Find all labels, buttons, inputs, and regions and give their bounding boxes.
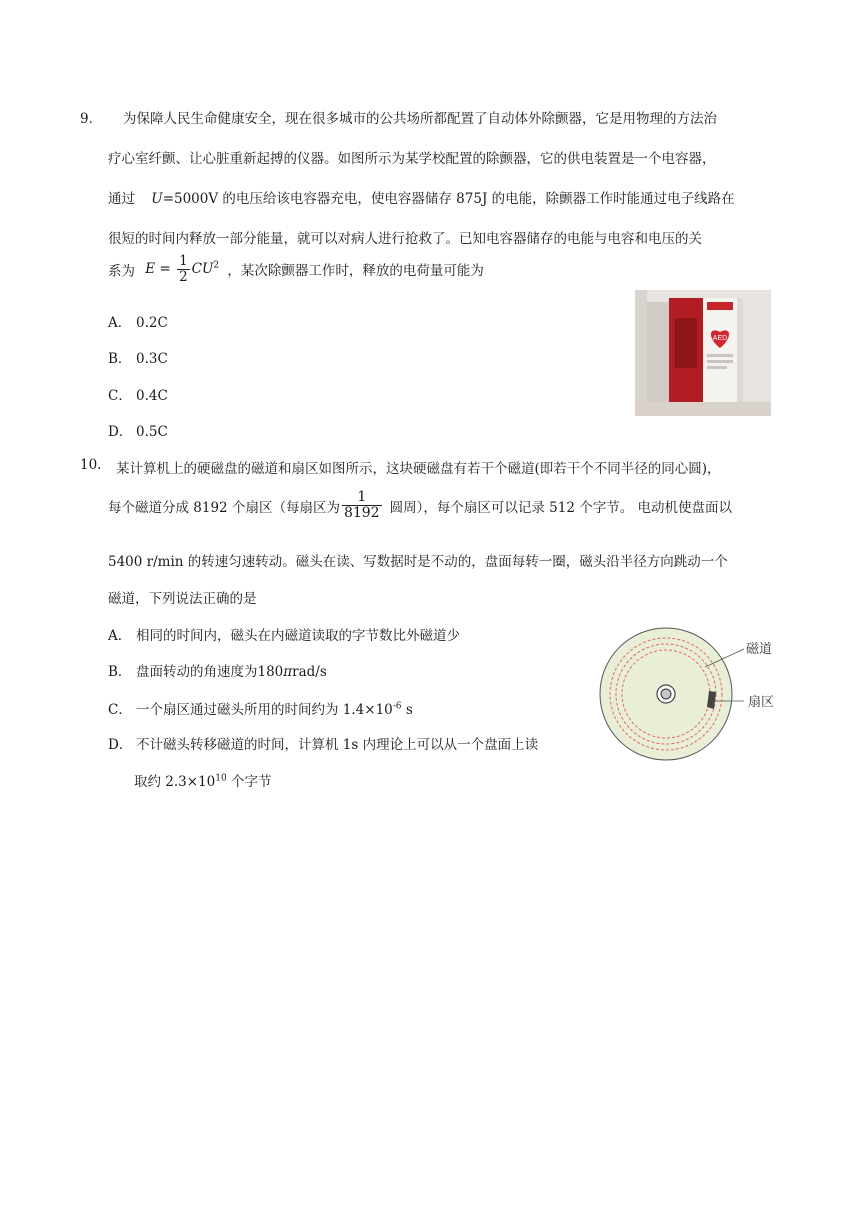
q9-voltage-symbol: U	[151, 191, 163, 207]
q10-option-b[interactable]	[108, 660, 327, 680]
q9-option-c-text: 0.4C	[136, 388, 168, 404]
q10-option-c-exponent: -6	[392, 701, 402, 712]
q9-option-a-letter: A．	[108, 315, 132, 331]
formula-half-fraction	[177, 254, 190, 285]
q10-option-b-letter: B．	[108, 664, 132, 680]
q9-line3-rest: =5000V 的电压给该电容器充电，使电容器储存 875J 的电能，除颤器工作时能通过电子线路在	[162, 191, 735, 207]
formula-energy-symbol: E	[145, 260, 156, 277]
q10-line2-prefix: 每个磁道分成 8192 个扇区（每扇区为	[108, 499, 340, 516]
hard-disk-figure	[598, 625, 798, 765]
q9-option-d-text: 0.5C	[136, 424, 168, 440]
q9-line2: 疗心室纤颤、让心脏重新起搏的仪器。如图所示为某学校配置的除颤器，它的供电装置是一个电容器，	[108, 151, 716, 167]
q9-option-c[interactable]	[108, 384, 168, 404]
q10-line2	[108, 490, 732, 522]
q9-line5-prefix: 系为	[108, 263, 135, 280]
q10-option-d-cont-unit: 个字节	[226, 774, 272, 790]
q9-option-c-letter: C．	[108, 388, 132, 404]
sector-fraction	[342, 490, 382, 522]
formula-numerator: 1	[179, 253, 188, 269]
q10-option-a-letter: A．	[108, 628, 132, 644]
q9-line5-rest: ，某次除颤器工作时，释放的电荷量可能为	[227, 263, 484, 280]
q10-option-d-continued	[134, 770, 272, 790]
q9-line5	[108, 254, 484, 285]
q10-option-d-letter: D．	[108, 737, 133, 753]
q10-line1: 某计算机上的硬磁盘的磁道和扇区如图所示，这块硬磁盘有若干个磁道(即若干个不同半径的同心圆)，	[116, 461, 721, 477]
q10-number: 10.	[80, 457, 102, 473]
q9-option-a-text: 0.2C	[136, 315, 168, 331]
q9-number: 9．	[80, 111, 103, 127]
aed-cabinet-illustration	[635, 290, 771, 416]
q9-option-b-text: 0.3C	[136, 351, 168, 367]
q10-option-b-pi: π	[283, 664, 293, 680]
q10-option-a-text: 相同的时间内，磁头在内磁道读取的字节数比外磁道少	[136, 628, 460, 644]
q10-option-a[interactable]	[108, 624, 460, 644]
formula-equals: =	[155, 260, 176, 277]
sector-fraction-numerator: 1	[342, 490, 382, 506]
q9-option-b[interactable]	[108, 347, 168, 367]
aed-photo	[635, 290, 771, 416]
q10-option-b-text: 盘面转动的角速度为180	[136, 664, 284, 680]
q9-line3-prefix: 通过	[108, 191, 135, 207]
q10-option-d-exponent: 10	[215, 773, 227, 784]
sector-label: 扇区	[748, 695, 775, 710]
q9-option-d-letter: D．	[108, 424, 133, 440]
q10-option-b-unit: rad/s	[292, 664, 327, 680]
q10-option-c-unit: s	[401, 702, 413, 718]
q10-option-c-letter: C．	[108, 702, 132, 718]
q9-option-a[interactable]	[108, 311, 168, 331]
sector-fraction-denominator: 8192	[343, 505, 380, 522]
q10-line2-rest: 圆周），每个扇区可以记录 512 个字节。 电动机使盘面以	[389, 499, 732, 516]
q10-line3: 5400 r/min 的转速匀速转动。磁头在读、写数据时是不动的，盘面每转一圈，磁头沿半径方向跳动一个	[108, 554, 728, 570]
q9-line4: 很短的时间内释放一部分能量，就可以对病人进行抢救了。已知电容器储存的电能与电容和电压的关	[108, 231, 702, 247]
q9-option-b-letter: B．	[108, 351, 132, 367]
q9-line3	[108, 187, 735, 207]
q10-option-c-text: 一个扇区通过磁头所用的时间约为 1.4×10	[136, 702, 393, 718]
hard-disk-diagram	[598, 625, 798, 765]
track-label: 磁道	[746, 642, 773, 657]
formula-exponent: 2	[213, 260, 220, 271]
q10-option-c[interactable]	[108, 698, 413, 718]
q9-option-d[interactable]	[108, 420, 168, 440]
q10-option-d[interactable]	[108, 733, 538, 753]
formula-denominator: 2	[179, 268, 188, 285]
q10-option-d-cont-text: 取约 2.3×10	[134, 774, 216, 790]
formula-cu: CU	[191, 260, 214, 277]
energy-formula	[145, 253, 223, 285]
q10-option-d-text: 不计磁头转移磁道的时间，计算机 1s 内理论上可以从一个盘面上读	[136, 737, 539, 753]
q10-line4: 磁道，下列说法正确的是	[108, 591, 257, 607]
q9-line1: 为保障人民生命健康安全，现在很多城市的公共场所都配置了自动体外除颤器，它是用物理的方法治	[123, 111, 717, 127]
aed-sign-text: AED	[712, 335, 728, 342]
